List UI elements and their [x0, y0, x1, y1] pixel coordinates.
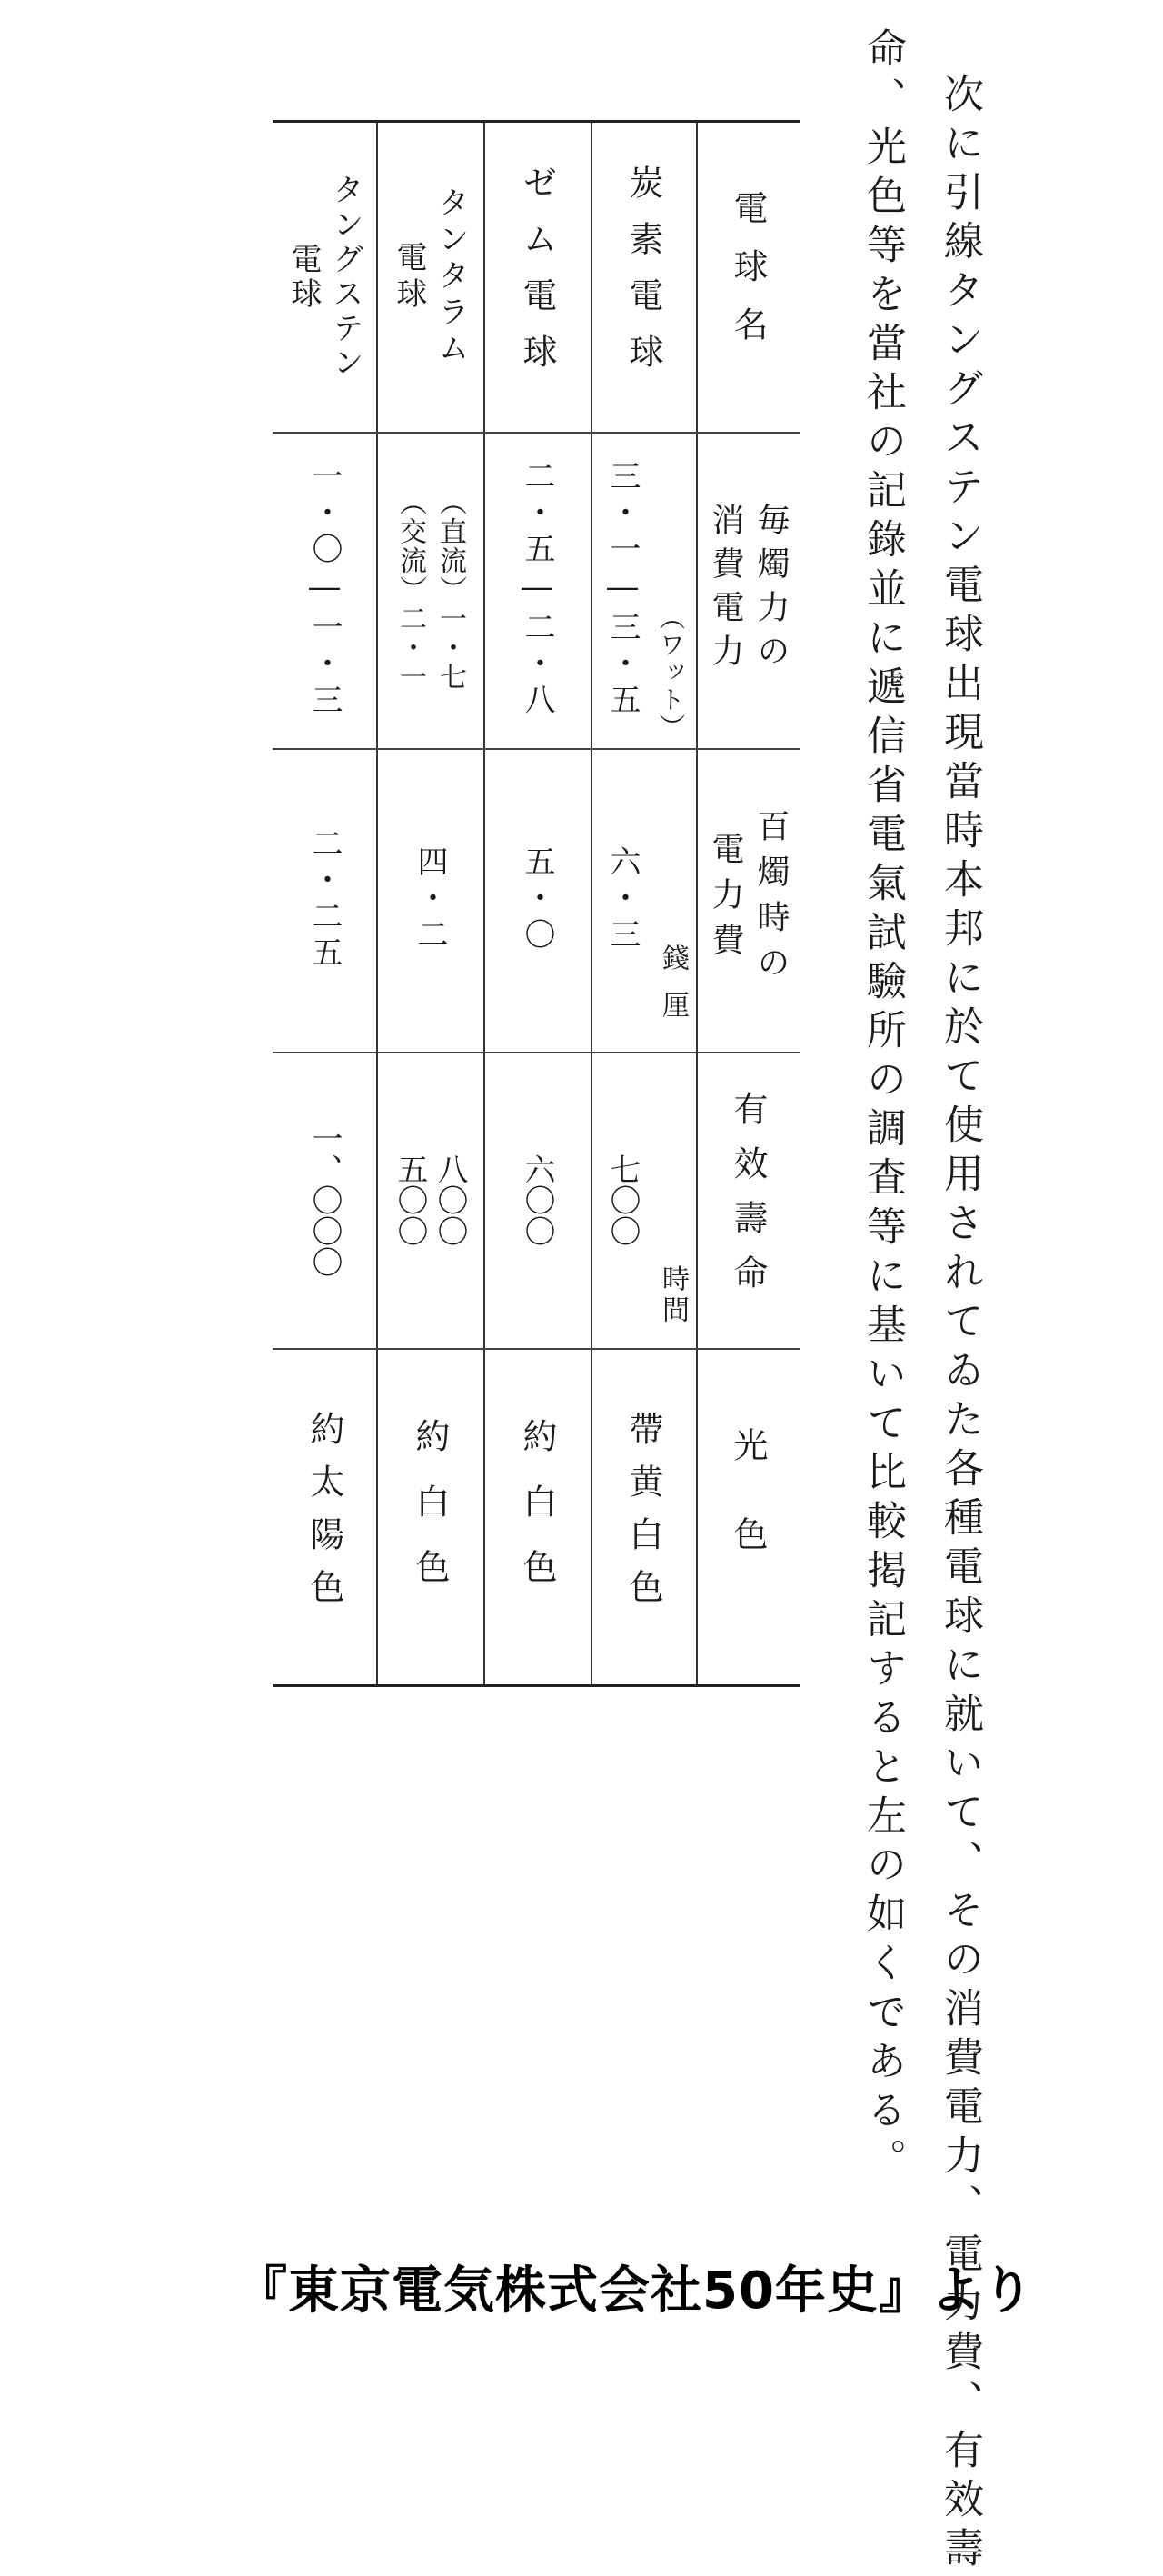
header-power: 毎燭力の 消費電力: [707, 503, 790, 677]
row-power: 二・五―二・八: [519, 460, 555, 720]
unit-sen-rin: 錢厘: [657, 944, 689, 1038]
row-life: 一、〇〇〇: [306, 1123, 343, 1277]
row-cost: 四・二: [412, 845, 448, 954]
header-life: 有效壽命: [728, 1091, 768, 1309]
comparison-table: [273, 120, 800, 1687]
row-cost: 六・三: [604, 845, 641, 954]
row-name: 炭素電球: [623, 165, 663, 390]
header-color: 光色: [728, 1427, 768, 1605]
row-name: タンタラム 電球: [391, 186, 469, 368]
source-caption: 『東京電気株式会社50年史』より: [236, 2261, 1034, 2321]
unit-hours: 時間: [657, 1264, 689, 1326]
row-cost: 二・二五: [306, 827, 343, 973]
row-life: 八〇〇 五〇〇: [392, 1153, 468, 1246]
unit-watt: （ワット）: [656, 604, 686, 741]
header-cost: 百燭時の 電力費: [707, 809, 790, 991]
row-life: 七〇〇: [604, 1153, 641, 1246]
row-name: ゼム電球: [517, 165, 557, 390]
row-color: 帶黄白色: [623, 1411, 663, 1622]
header-bulb-name: 電球名: [728, 190, 768, 364]
row-name: タングステン 電球: [285, 174, 363, 381]
row-color: 約白色: [410, 1418, 450, 1614]
row-power: 三・一―三・五: [604, 460, 641, 720]
body-text-line-2: 命、光色等を當社の記錄並に遞信省電氣試驗所の調査等に基いて比較掲記すると左の如くである。: [860, 27, 906, 2187]
row-cost: 五・〇: [519, 845, 555, 954]
row-color: 約白色: [517, 1418, 557, 1614]
row-power: 一・〇―一・三: [306, 460, 343, 720]
row-life: 六〇〇: [519, 1153, 555, 1246]
row-color: 約太陽色: [304, 1411, 344, 1622]
row-power: （直流）一・七 （交流）二・一: [394, 488, 466, 692]
body-text-line-1: 次に引線タングステン電球出現當時本邦に於て使用されてゐた各種電球に就いて、その消費電力、電力費、有效壽: [937, 73, 983, 2576]
